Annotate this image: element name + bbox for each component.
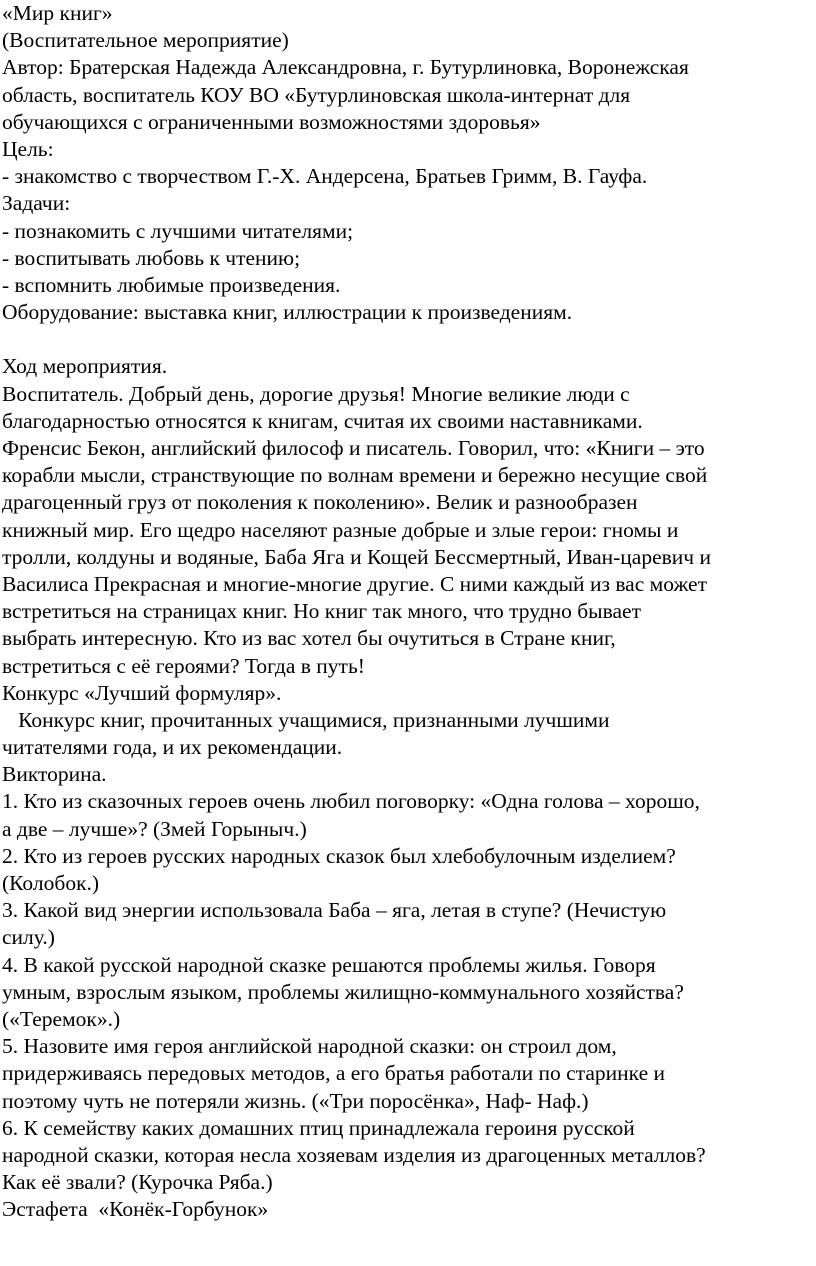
- intro-line: благодарностью относятся к книгам, считая их своими наставниками.: [2, 408, 643, 433]
- quiz-question-line: умным, взрослым языком, проблемы жилищно-коммунального хозяйства?: [2, 979, 684, 1004]
- contest-heading: Конкурс «Лучший формуляр».: [2, 680, 282, 705]
- contest-line: читателями года, и их рекомендации.: [2, 735, 343, 760]
- goal-item: - знакомство с творчеством Г.-Х. Андерсена, Братьев Гримм, В. Гауфа.: [2, 164, 648, 189]
- intro-line: корабли мысли, странствующие по волнам времени и бережно несущие свой: [2, 463, 708, 488]
- quiz-question-line: силу.): [2, 925, 55, 950]
- intro-line: Френсис Бекон, английский философ и писатель. Говорил, что: «Книги – это: [2, 436, 705, 460]
- equipment-line: Оборудование: выставка книг, иллюстрации к произведениям.: [2, 300, 573, 325]
- quiz-question-line: («Теремок».): [2, 1006, 121, 1031]
- quiz-question-line: 5. Назовите имя героя английской народной сказки: он строил дом,: [2, 1034, 617, 1059]
- tasks-heading: Задачи:: [2, 191, 71, 216]
- task-item: - вспомнить любимые произведения.: [2, 272, 341, 297]
- quiz-question-line: (Колобок.): [2, 871, 100, 895]
- document-title: «Мир книг»: [2, 1, 113, 25]
- document-subtitle: (Воспитательное мероприятие): [2, 28, 289, 53]
- author-line: обучающихся с ограниченными возможностями здоровья»: [2, 109, 541, 134]
- quiz-question-line: 1. Кто из сказочных героев очень любил поговорку: «Одна голова – хорошо,: [2, 789, 700, 814]
- task-item: - познакомить с лучшими читателями;: [2, 218, 354, 243]
- goal-heading: Цель:: [2, 136, 54, 161]
- quiz-question-line: народной сказки, которая несла хозяевам изделия из драгоценных металлов?: [2, 1142, 706, 1167]
- quiz-question-line: 6. К семейству каких домашних птиц принадлежала героиня русской: [2, 1115, 635, 1140]
- author-line: область, воспитатель КОУ ВО «Бутурлиновская школа-интернат для: [2, 82, 631, 107]
- quiz-question-line: Как её звали? (Курочка Ряба.): [2, 1170, 273, 1195]
- intro-line: встретиться на страницах книг. Но книг так много, что трудно бывает: [2, 599, 641, 624]
- contest-line: Конкурс книг, прочитанных учащимися, признанными лучшими: [2, 707, 610, 732]
- quiz-heading: Викторина.: [2, 762, 107, 787]
- relay-heading: Эстафета «Конёк-Горбунок»: [2, 1197, 269, 1222]
- course-heading: Ход мероприятия.: [2, 354, 168, 379]
- quiz-question-line: придерживаясь передовых методов, а его братья работали по старинке и: [2, 1061, 666, 1086]
- quiz-question-line: 4. В какой русской народной сказке решаются проблемы жилья. Говоря: [2, 952, 656, 977]
- intro-line: книжный мир. Его щедро населяют разные добрые и злые герои: гномы и: [2, 517, 679, 542]
- intro-line: драгоценный груз от поколения к поколению». Велик и разнообразен: [2, 490, 638, 515]
- author-line: Автор: Братерская Надежда Александровна, г. Бутурлиновка, Воронежская: [2, 55, 689, 80]
- task-item: - воспитывать любовь к чтению;: [2, 245, 301, 270]
- intro-line: Василиса Прекрасная и многие-многие другие. С ними каждый из вас может: [2, 571, 707, 596]
- quiz-question-line: поэтому чуть не потеряли жизнь. («Три поросёнка», Наф- Наф.): [2, 1088, 589, 1113]
- intro-line: тролли, колдуны и водяные, Баба Яга и Кощей Бессмертный, Иван-царевич и: [2, 544, 711, 569]
- quiz-question-line: а две – лучше»? (Змей Горыныч.): [2, 816, 307, 841]
- quiz-question-line: 3. Какой вид энергии использовала Баба – яга, летая в ступе? (Нечистую: [2, 898, 667, 923]
- intro-line: выбрать интересную. Кто из вас хотел бы очутиться в Стране книг,: [2, 626, 616, 651]
- intro-line: встретиться с её героями? Тогда в путь!: [2, 653, 365, 678]
- quiz-question-line: 2. Кто из героев русских народных сказок был хлебобулочным изделием?: [2, 843, 676, 868]
- blank-line: [2, 326, 814, 353]
- intro-line: Воспитатель. Добрый день, дорогие друзья! Многие великие люди с: [2, 381, 630, 406]
